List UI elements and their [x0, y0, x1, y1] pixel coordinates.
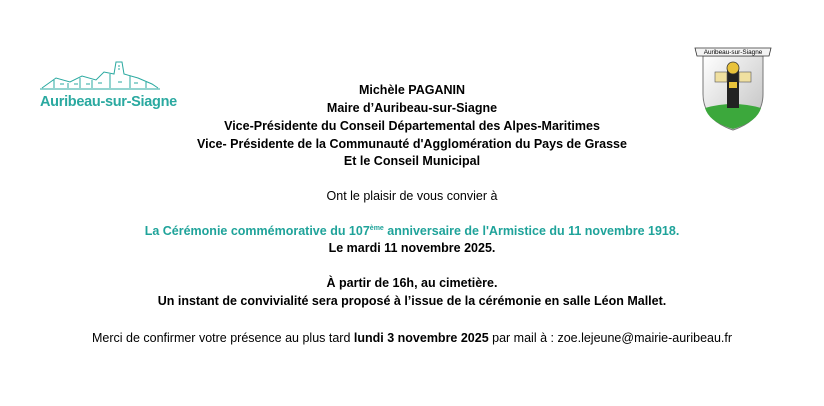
event-title-pre: La Cérémonie commémorative du 107: [144, 224, 370, 238]
host-council: Et le Conseil Municipal: [343, 154, 481, 168]
rsvp-deadline: lundi 3 novembre 2025: [353, 331, 489, 345]
host-role-mayor: Maire d’Auribeau-sur-Siagne: [326, 101, 498, 115]
crest-banner-text: Auribeau-sur-Siagne: [703, 49, 763, 56]
event-title: [0, 223, 824, 239]
host-role-department: Vice-Présidente du Conseil Départemental des Alpes-Maritimes: [224, 119, 600, 133]
event-time-place: À partir de 16h, au cimetière.: [326, 276, 498, 290]
rsvp-text: [0, 330, 824, 346]
invite-text: Ont le plaisir de vous convier à: [326, 189, 498, 203]
event-date: Le mardi 11 novembre 2025.: [328, 241, 496, 255]
host-role-agglomeration: Vice- Présidente de la Communauté d'Agglomération du Pays de Grasse: [197, 137, 627, 151]
event-title-sup: ème: [369, 225, 384, 232]
event-title-post: anniversaire de l'Armistice du 11 novembre 1918.: [383, 224, 680, 238]
event-reception: Un instant de convivialité sera proposé à l’issue de la cérémonie en salle Léon Mallet.: [157, 294, 667, 308]
rsvp-post: par mail à : zoe.lejeune@mairie-auribeau.fr: [488, 331, 733, 345]
rsvp-pre: Merci de confirmer votre présence au plus tard: [91, 331, 354, 345]
host-name: Michèle PAGANIN: [358, 83, 466, 97]
logo-text: Auribeau-sur-Siagne: [40, 94, 177, 110]
